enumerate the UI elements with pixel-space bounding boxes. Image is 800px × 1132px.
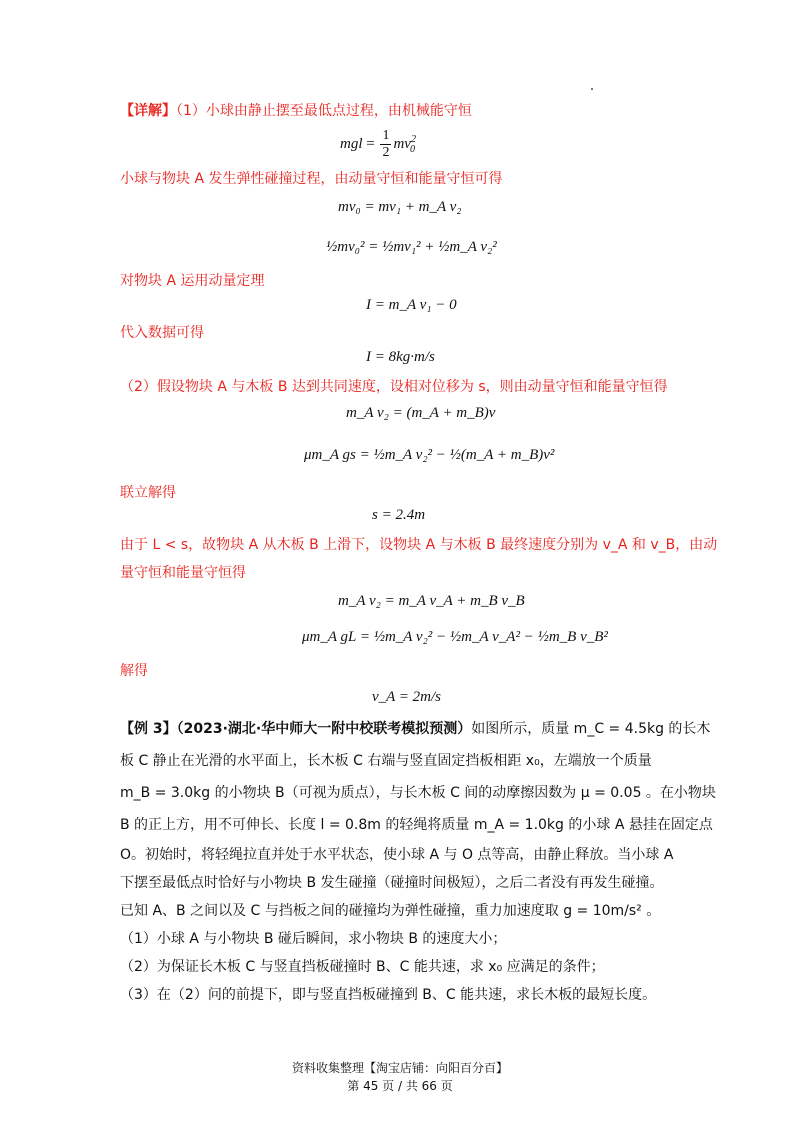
- equation-impulse: I = m_A v₁ − 0: [366, 297, 457, 313]
- part1-intro: （1）小球由静止摆至最低点过程，由机械能守恒: [176, 103, 472, 119]
- question-3: （3）在（2）问的前提下，即与竖直挡板碰撞到 B、C 能共速，求长木板的最短长度。: [120, 987, 657, 1003]
- equation-final-energy: μm_A gL = ½m_A v₂² − ½m_A v_A² − ½m_B v_B²: [302, 629, 608, 645]
- example-line2: 板 C 静止在光滑的水平面上，长木板 C 右端与竖直固定挡板相距 x₀，左端放一个质量: [120, 753, 652, 769]
- equation-displacement: s = 2.4m: [372, 507, 426, 523]
- part2-intro: （2）假设物块 A 与木板 B 达到共同速度，设相对位移为 s，则由动量守恒和能量守恒得: [120, 379, 668, 395]
- eq1-superscript: 2: [410, 133, 416, 145]
- equation-energy: ½mv₀² = ½mv₁² + ½m_A v₂²: [326, 239, 497, 255]
- page-mark-dot: [591, 88, 593, 90]
- example-line5: O。初始时，将轻绳拉直并处于水平状态，使小球 A 与 O 点等高，由静止释放。当小球 A: [120, 847, 674, 863]
- solve-text: 解得: [120, 663, 148, 679]
- footer-source: 资料收集整理【淘宝店铺：向阳百分百】: [291, 1061, 508, 1075]
- fraction-denominator: 2: [382, 145, 390, 160]
- impulse-text: 对物块 A 运用动量定理: [120, 273, 265, 289]
- question-1: （1）小球 A 与小物块 B 碰后瞬间，求小物块 B 的速度大小；: [120, 931, 507, 947]
- since-text-line1: 由于 L < s，故物块 A 从木板 B 上滑下，设物块 A 与木板 B 最终速度分别为 v_A 和 v_B，由动: [120, 537, 718, 553]
- solution-header: [120, 104, 472, 118]
- equation-common-velocity: m_A v₂ = (m_A + m_B)v: [346, 405, 496, 421]
- example-line4: B 的正上方，用不可伸长、长度 l = 0.8m 的轻绳将质量 m_A = 1.0kg 的小球 A 悬挂在固定点: [120, 817, 713, 833]
- eq1-lhs: mgl: [340, 135, 363, 152]
- equation-friction-energy: μm_A gs = ½m_A v₂² − ½(m_A + m_B)v²: [304, 447, 555, 463]
- equation-momentum: mv₀ = mv₁ + m_A v₂: [338, 199, 462, 215]
- fraction-half: [380, 128, 391, 161]
- example-line1: [120, 722, 710, 736]
- example-line7: 已知 A、B 之间以及 C 与挡板之间的碰撞均为弹性碰撞，重力加速度取 g = 10m/s² 。: [120, 903, 661, 919]
- example-line3: m_B = 3.0kg 的小物块 B（可视为质点），与长木板 C 间的动摩擦因数为 μ = 0.05 。在小物块: [120, 785, 716, 801]
- since-text-line2: 量守恒和能量守恒得: [120, 565, 246, 581]
- equation-final-velocity: v_A = 2m/s: [372, 689, 442, 705]
- joint-text: 联立解得: [120, 485, 176, 501]
- example-line6: 下摆至最低点时恰好与小物块 B 发生碰撞（碰撞时间极短），之后二者没有再发生碰撞。: [120, 875, 664, 891]
- solution-tag: 【详解】: [120, 103, 176, 119]
- eq1-equals: =: [366, 135, 375, 152]
- equation-energy-conservation: [340, 128, 415, 161]
- fraction-numerator: 1: [382, 128, 390, 143]
- substitute-text: 代入数据可得: [120, 325, 204, 341]
- eq1-rhs: mv: [393, 135, 411, 152]
- example-tag: 【例 3】: [120, 721, 177, 737]
- collision-text: 小球与物块 A 发生弹性碰撞过程，由动量守恒和能量守恒可得: [120, 171, 503, 187]
- equation-impulse-result: I = 8kg·m/s: [366, 349, 435, 365]
- example-source: （2023·湖北·华中师大一附中校联考模拟预测）: [176, 721, 472, 737]
- equation-final-momentum: m_A v₂ = m_A v_A + m_B v_B: [338, 593, 525, 609]
- footer-page-number: 第 45 页 / 共 66 页: [347, 1079, 453, 1093]
- example-line1-rest: 如图所示，质量 m_C = 4.5kg 的长木: [471, 721, 711, 737]
- question-2: （2）为保证长木板 C 与竖直挡板碰撞时 B、C 能共速，求 x₀ 应满足的条件；: [120, 959, 605, 975]
- eq1-subscript: 0: [409, 143, 415, 155]
